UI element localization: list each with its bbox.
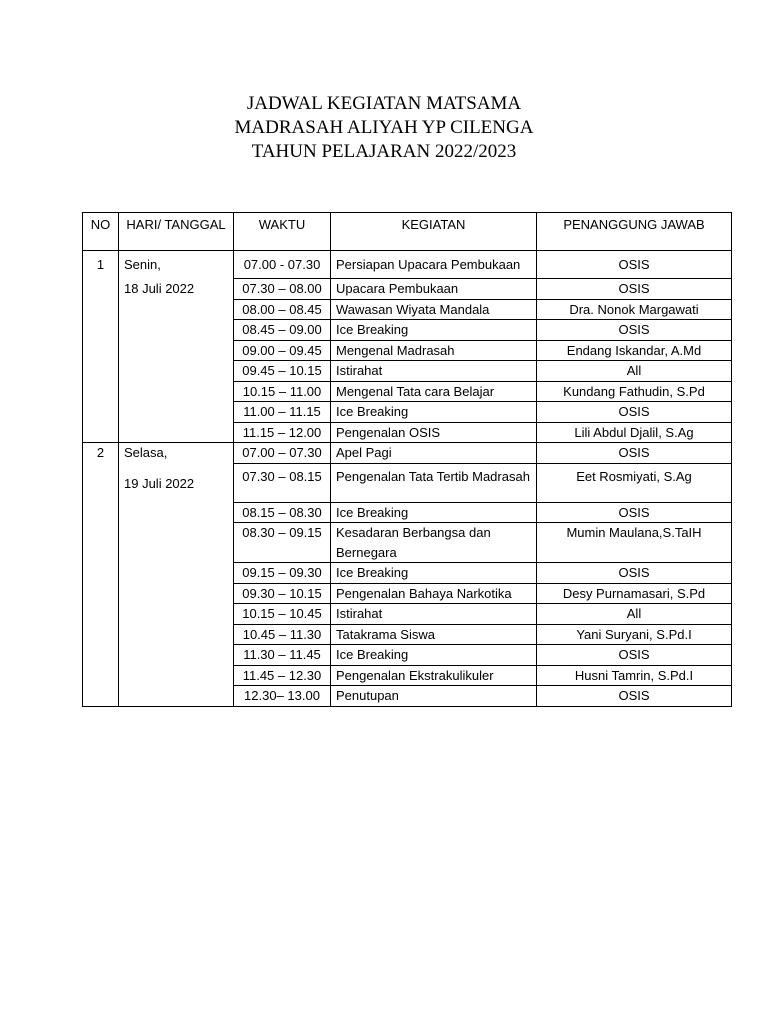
pj-cell: All (537, 604, 732, 625)
table-row (83, 443, 732, 464)
day-date: 19 Juli 2022 (124, 475, 195, 491)
pj-cell: Yani Suryani, S.Pd.I (537, 624, 732, 645)
activity-cell: Ice Breaking (331, 645, 537, 666)
activity-cell: Ice Breaking (331, 320, 537, 341)
activity-cell: Pengenalan Ekstrakulikuler (331, 665, 537, 686)
schedule-table (82, 212, 732, 707)
time-cell: 09.15 – 09.30 (234, 563, 331, 584)
time-cell: 11.30 – 11.45 (234, 645, 331, 666)
time-cell: 08.15 – 08.30 (234, 502, 331, 523)
day-gap (124, 463, 228, 474)
pj-cell: Husni Tamrin, S.Pd.I (537, 665, 732, 686)
pj-cell: Endang Iskandar, A.Md (537, 340, 732, 361)
pj-cell: OSIS (537, 686, 732, 707)
time-cell: 11.15 – 12.00 (234, 422, 331, 443)
activity-cell: Pengenalan Bahaya Narkotika (331, 583, 537, 604)
time-cell: 09.45 – 10.15 (234, 361, 331, 382)
pj-cell: Mumin Maulana,S.TaIH (537, 523, 732, 563)
header-pj: PENANGGUNG JAWAB (537, 213, 732, 251)
pj-cell: OSIS (537, 320, 732, 341)
table-header-row (83, 213, 732, 251)
activity-cell: Istirahat (331, 361, 537, 382)
activity-cell: Persiapan Upacara Pembukaan (331, 251, 537, 279)
pj-cell: Kundang Fathudin, S.Pd (537, 381, 732, 402)
time-cell: 11.45 – 12.30 (234, 665, 331, 686)
day-cell (119, 443, 234, 707)
time-cell: 10.15 – 10.45 (234, 604, 331, 625)
activity-cell: Pengenalan Tata Tertib Madrasah (331, 463, 537, 502)
time-cell: 08.00 – 08.45 (234, 299, 331, 320)
time-cell: 10.15 – 11.00 (234, 381, 331, 402)
pj-cell: OSIS (537, 443, 732, 464)
day-date: 18 Juli 2022 (124, 280, 195, 296)
activity-cell: Pengenalan OSIS (331, 422, 537, 443)
pj-cell: OSIS (537, 563, 732, 584)
time-cell: 07.30 – 08.00 (234, 279, 331, 300)
activity-cell: Upacara Pembukaan (331, 279, 537, 300)
pj-cell: Eet Rosmiyati, S.Ag (537, 463, 732, 502)
time-cell: 11.00 – 11.15 (234, 402, 331, 423)
time-cell: 10.45 – 11.30 (234, 624, 331, 645)
time-cell: 07.00 – 07.30 (234, 443, 331, 464)
day-number: 2 (83, 443, 119, 707)
header-activity: KEGIATAN (331, 213, 537, 251)
day-name: Senin, (124, 257, 161, 272)
activity-cell: Mengenal Madrasah (331, 340, 537, 361)
activity-cell: Ice Breaking (331, 402, 537, 423)
activity-cell: Ice Breaking (331, 502, 537, 523)
activity-cell: Wawasan Wiyata Mandala (331, 299, 537, 320)
pj-cell: Lili Abdul Djalil, S.Ag (537, 422, 732, 443)
activity-cell: Penutupan (331, 686, 537, 707)
pj-cell: Desy Purnamasari, S.Pd (537, 583, 732, 604)
pj-cell: OSIS (537, 502, 732, 523)
pj-cell: All (537, 361, 732, 382)
time-cell: 07.00 - 07.30 (234, 251, 331, 279)
time-cell: 09.00 – 09.45 (234, 340, 331, 361)
document-title (0, 92, 768, 164)
activity-cell: Istirahat (331, 604, 537, 625)
pj-cell: Dra. Nonok Margawati (537, 299, 732, 320)
time-cell: 09.30 – 10.15 (234, 583, 331, 604)
day-cell (119, 251, 234, 443)
activity-cell: Apel Pagi (331, 443, 537, 464)
header-day: HARI/ TANGGAL (119, 213, 234, 251)
title-line-2: MADRASAH ALIYAH YP CILENGA (234, 117, 534, 138)
pj-cell: OSIS (537, 645, 732, 666)
activity-cell: Mengenal Tata cara Belajar (331, 381, 537, 402)
time-cell: 07.30 – 08.15 (234, 463, 331, 502)
table-row (83, 251, 732, 279)
pj-cell: OSIS (537, 402, 732, 423)
time-cell: 12.30– 13.00 (234, 686, 331, 707)
time-cell: 08.30 – 09.15 (234, 523, 331, 563)
pj-cell: OSIS (537, 279, 732, 300)
title-line-3: TAHUN PELAJARAN 2022/2023 (251, 141, 517, 162)
header-time: WAKTU (234, 213, 331, 251)
activity-cell: Ice Breaking (331, 563, 537, 584)
time-cell: 08.45 – 09.00 (234, 320, 331, 341)
activity-cell: Kesadaran Berbangsa dan Bernegara (331, 523, 537, 563)
activity-cell: Tatakrama Siswa (331, 624, 537, 645)
title-line-1: JADWAL KEGIATAN MATSAMA (246, 93, 522, 114)
header-no: NO (83, 213, 119, 251)
day-name: Selasa, (124, 445, 168, 460)
pj-cell: OSIS (537, 251, 732, 279)
day-number: 1 (83, 251, 119, 443)
